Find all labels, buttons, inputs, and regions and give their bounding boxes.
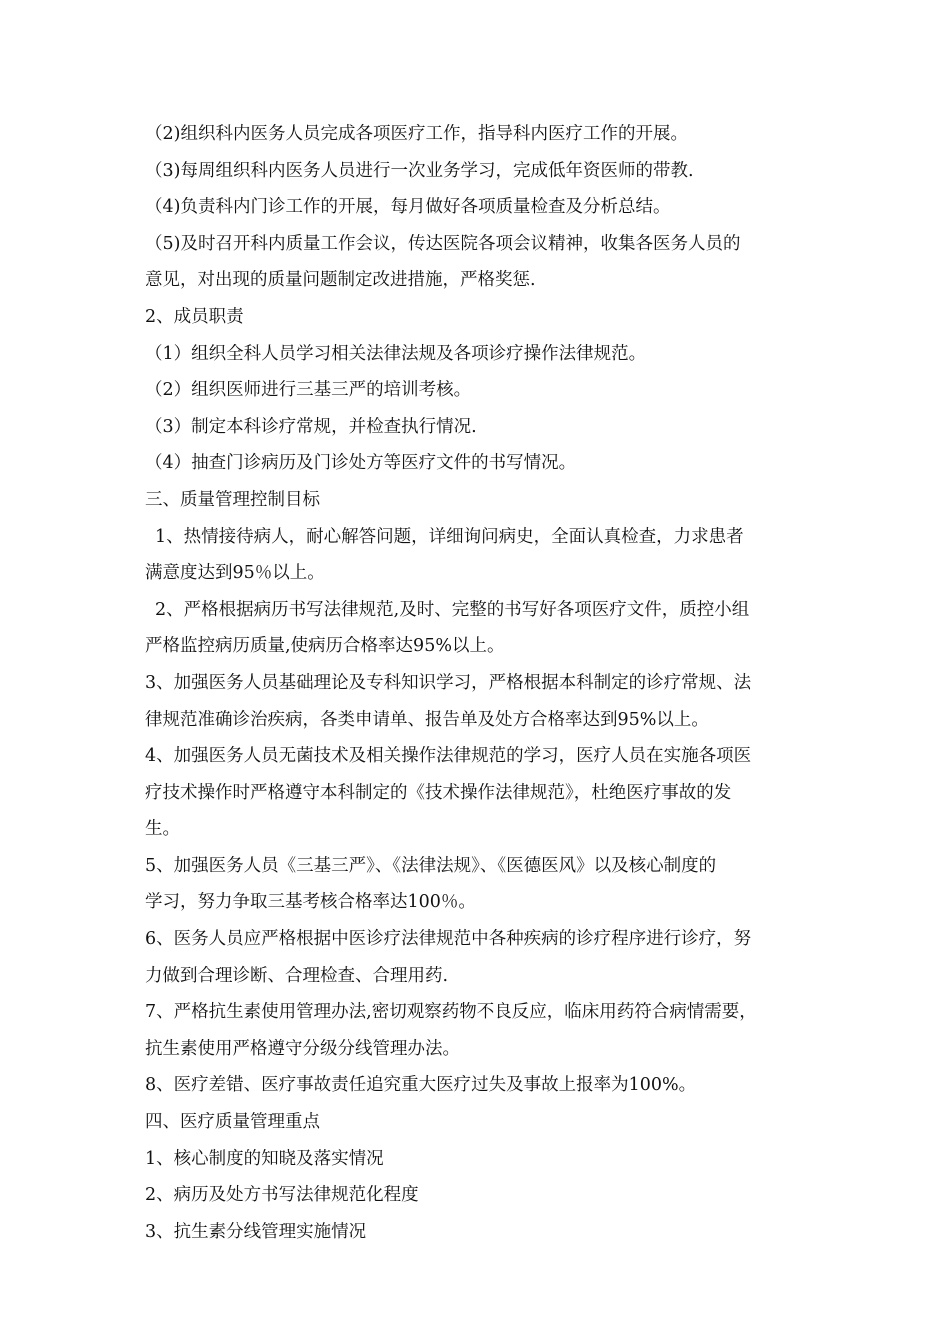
paragraph-line: 2、严格根据病历书写法律规范,及时、完整的书写好各项医疗文件，质控小组 bbox=[155, 599, 750, 620]
paragraph-line: 6、医务人员应严格根据中医诊疗法律规范中各种疾病的诊疗程序进行诊疗，努 bbox=[145, 929, 752, 950]
paragraph-line: 严格监控病历质量,使病历合格率达95%以上。 bbox=[145, 636, 505, 657]
paragraph-line: 意见，对出现的质量问题制定改进措施，严格奖惩. bbox=[145, 270, 536, 291]
paragraph-line: 疗技术操作时严格遵守本科制定的《技术操作法律规范》，杜绝医疗事故的发 bbox=[145, 782, 732, 803]
paragraph-line: 5、加强医务人员《三基三严》、《法律法规》、《医德医风》以及核心制度的 bbox=[145, 855, 717, 876]
paragraph-line: （5)及时召开科内质量工作会议，传达医院各项会议精神，收集各医务人员的 bbox=[145, 233, 741, 254]
paragraph-line: 1、热情接待病人，耐心解答问题，详细询问病史，全面认真检查，力求患者 bbox=[155, 526, 744, 547]
paragraph-line: （2)组织科内医务人员完成各项医疗工作，指导科内医疗工作的开展。 bbox=[145, 124, 688, 144]
paragraph-line: （2）组织医师进行三基三严的培训考核。 bbox=[145, 380, 472, 401]
paragraph-line: （3）制定本科诊疗常规，并检查执行情况. bbox=[145, 416, 477, 437]
paragraph-line: （4）抽查门诊病历及门诊处方等医疗文件的书写情况。 bbox=[145, 453, 577, 474]
paragraph-line: （1）组织全科人员学习相关法律法规及各项诊疗操作法律规范。 bbox=[145, 343, 647, 364]
paragraph-line: 满意度达到95％以上。 bbox=[145, 563, 325, 584]
document-body bbox=[145, 116, 810, 1250]
paragraph-line: 力做到合理诊断、合理检查、合理用药. bbox=[145, 965, 449, 986]
section-heading: 四、医疗质量管理重点 bbox=[145, 1112, 320, 1133]
paragraph-line: 学习，努力争取三基考核合格率达100％。 bbox=[145, 892, 476, 913]
paragraph-line: 2、病历及处方书写法律规范化程度 bbox=[145, 1185, 419, 1206]
paragraph-line: 3、加强医务人员基础理论及专科知识学习，严格根据本科制定的诊疗常规、法 bbox=[145, 672, 752, 693]
paragraph-line: 3、抗生素分线管理实施情况 bbox=[145, 1221, 367, 1242]
paragraph-line: 生。 bbox=[145, 819, 180, 840]
paragraph-line: 抗生素使用严格遵守分级分线管理办法。 bbox=[145, 1038, 460, 1059]
paragraph-line: 4、加强医务人员无菌技术及相关操作法律规范的学习，医疗人员在实施各项医 bbox=[145, 746, 752, 767]
paragraph-line: 1、核心制度的知晓及落实情况 bbox=[145, 1148, 384, 1169]
section-heading: 三、质量管理控制目标 bbox=[145, 489, 320, 510]
section-heading: 2、成员职责 bbox=[145, 306, 244, 327]
paragraph-line: 7、严格抗生素使用管理办法,密切观察药物不良反应，临床用药符合病情需要， bbox=[145, 1002, 757, 1023]
paragraph-line: 8、医疗差错、医疗事故责任追究重大医疗过失及事故上报率为100%。 bbox=[145, 1075, 697, 1096]
paragraph-line: （4)负责科内门诊工作的开展，每月做好各项质量检查及分析总结。 bbox=[145, 197, 671, 218]
paragraph-line: 律规范准确诊治疾病，各类申请单、报告单及处方合格率达到95%以上。 bbox=[145, 709, 709, 730]
paragraph-line: （3)每周组织科内医务人员进行一次业务学习，完成低年资医师的带教. bbox=[145, 160, 694, 181]
